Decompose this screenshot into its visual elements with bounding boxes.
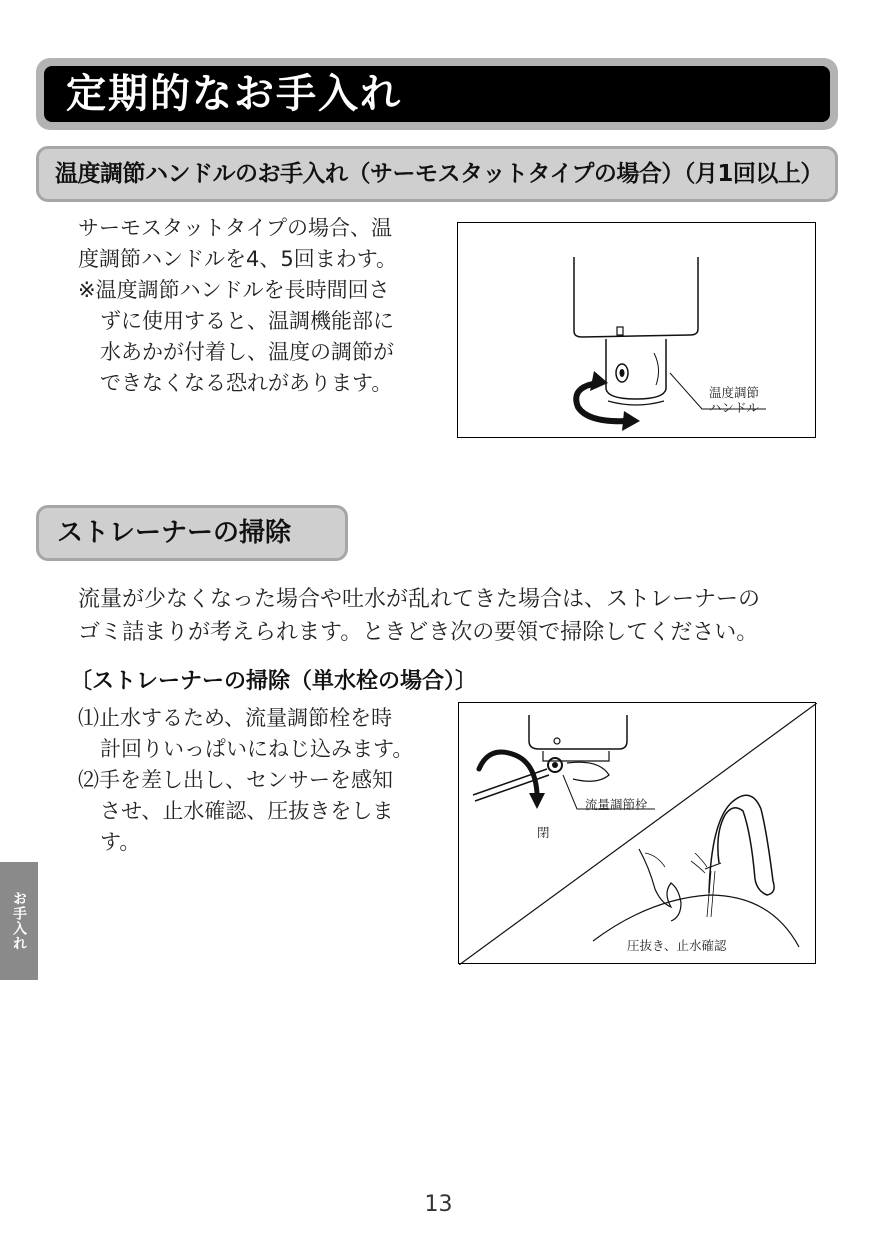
label-line: 温度調節 [709,385,760,400]
strainer-illustration [458,702,816,964]
side-tab: お手入れ [0,862,38,980]
section1-paragraph [78,213,443,399]
step-line: す。 [100,830,141,854]
step-line: 計回りいっぱいにねじ込みます。 [100,737,414,761]
step-line: させ、止水確認、圧抜きをしま [100,799,394,823]
paragraph-line: 度調節ハンドルを4、5回まわす。 [78,247,398,271]
handle-drawing [458,223,817,439]
handle-label [709,385,759,415]
pressure-label: 圧抜き、止水確認 [627,938,727,953]
strainer-subheading: 〔ストレーナーの掃除（単水栓の場合）〕 [70,669,478,694]
section2-intro [78,583,838,649]
valve-label: 流量調節栓 [585,797,648,812]
close-label: 閉 [537,825,550,840]
paragraph-line: サーモスタットタイプの場合、温 [78,216,392,240]
intro-line: 流量が少なくなった場合や吐水が乱れてきた場合は、ストレーナーの [78,587,761,612]
section1-heading: 温度調節ハンドルのお手入れ（サーモスタットタイプの場合）（月1回以上） [36,146,838,202]
section2-heading: ストレーナーの掃除 [36,505,348,561]
strainer-steps [78,703,443,858]
paragraph-line: できなくなる恐れがあります。 [100,371,393,395]
label-line: ハンドル [709,400,760,415]
page-number: 13 [424,1192,453,1217]
paragraph-line: ずに使用すると、温調機能部に [100,309,394,333]
paragraph-line: ※温度調節ハンドルを長時間回さ [78,278,390,302]
paragraph-line: 水あかが付着し、温度の調節が [100,340,394,364]
handle-illustration [457,222,816,438]
intro-line: ゴミ詰まりが考えられます。ときどき次の要領で掃除してください。 [78,620,759,645]
strainer-drawing [459,703,817,965]
step-line: ⑴止水するため、流量調節栓を時 [78,706,393,730]
step-line: ⑵手を差し出し、センサーを感知 [78,768,393,792]
page-title: 定期的なお手入れ [44,66,830,122]
page-title-bar [36,58,838,130]
